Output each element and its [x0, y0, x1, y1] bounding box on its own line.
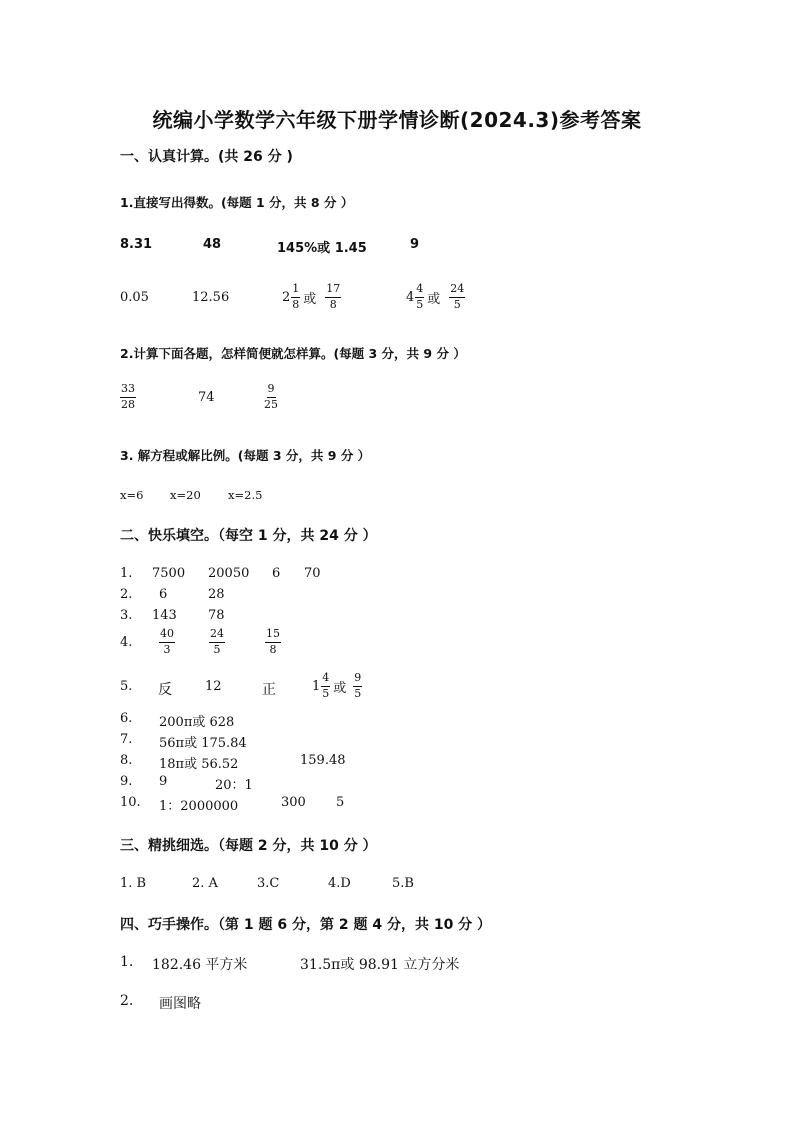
fill-line-2-number: 2.: [120, 587, 133, 602]
fill-line-10-number: 10.: [120, 795, 141, 810]
q3-answer-1: x=6: [120, 488, 144, 502]
fraction-numerator: 40: [159, 628, 175, 643]
q3-answer-3: x=2.5: [228, 488, 263, 502]
q1-answer-5: 0.05: [120, 290, 149, 305]
fill-line-4-number: 4.: [120, 635, 133, 650]
fill-line-8-number: 8.: [120, 753, 133, 768]
fraction-denominator: 5: [213, 642, 221, 656]
fill-line-9-answer-1: 9: [159, 774, 168, 789]
section2-heading: 二、快乐填空。（每空 1 分，共 24 分 ）: [120, 528, 377, 544]
q1-answer-4: 9: [410, 237, 420, 252]
page-title: 统编小学数学六年级下册学情诊断(2024.3)参考答案: [152, 108, 642, 132]
q2-label: 2.计算下面各题，怎样简便就怎样算。(每题 3 分，共 9 分 ）: [120, 346, 466, 361]
fraction-denominator: 5: [322, 686, 330, 700]
fraction-denominator: 8: [329, 297, 337, 311]
fraction-denominator: 8: [292, 297, 300, 311]
operation-answer-1: 182.46 平方米: [152, 957, 248, 973]
q3-label: 3. 解方程或解比例。(每题 3 分，共 9 分 ）: [120, 448, 371, 463]
operation-line-1-number: 1.: [120, 954, 134, 970]
choice-answer-2: 2. A: [192, 876, 218, 891]
q1-answer-3: 145%或 1.45: [277, 241, 367, 256]
fill-line-10-answer-1: 1：2000000: [159, 799, 239, 814]
mixed-whole: 4: [406, 289, 415, 305]
fill-line-3-number: 3.: [120, 608, 133, 623]
or-text: 或: [427, 291, 441, 307]
fill-line-4-answer-2: [209, 628, 225, 656]
q2-answer-3: [263, 383, 279, 411]
fill-line-3-answer-1: 143: [152, 608, 177, 623]
fill-line-8-answer-2: 159.48: [300, 753, 346, 768]
fill-line-5-number: 5.: [120, 679, 133, 694]
fill-line-1-answer-4: 70: [304, 566, 321, 581]
section3-heading: 三、精挑细选。（每题 2 分，共 10 分 ）: [120, 838, 377, 854]
fill-line-9-number: 9.: [120, 774, 133, 789]
fraction-numerator: 33: [120, 383, 136, 398]
fill-line-5-answer-1: 反: [158, 682, 172, 698]
fraction-numerator: 9: [353, 672, 362, 687]
fraction-numerator: 17: [325, 283, 341, 298]
q2-answer-1: [120, 383, 136, 411]
q1-answer-7: [282, 283, 341, 311]
fill-line-2-answer-2: 28: [208, 587, 225, 602]
mixed-fraction: [415, 283, 424, 311]
fill-line-1-answer-2: 20050: [208, 566, 250, 581]
choice-answer-5: 5.B: [392, 876, 414, 891]
q1-answer-8: [406, 283, 465, 311]
fill-line-8-answer-1: 18π或 56.52: [159, 757, 239, 772]
mixed-whole: 1: [312, 678, 321, 694]
fill-line-1-answer-3: 6: [272, 566, 281, 581]
mixed-fraction: [321, 672, 330, 700]
improper-fraction: [325, 283, 341, 311]
q1-answer-2: 48: [203, 237, 222, 252]
q2-answer-2: 74: [198, 390, 215, 405]
fill-line-5-answer-2: 12: [205, 679, 222, 694]
fill-line-5-answer-4: [312, 672, 362, 700]
fraction-denominator: 28: [121, 397, 135, 411]
fraction-denominator: 3: [163, 642, 171, 656]
fill-line-2-answer-1: 6: [159, 587, 168, 602]
choice-answer-4: 4.D: [328, 876, 351, 891]
operation-line-2-number: 2.: [120, 993, 134, 1009]
fraction-numerator: 24: [449, 283, 465, 298]
fill-line-1-number: 1.: [120, 566, 133, 581]
fraction-denominator: 25: [264, 397, 278, 411]
or-text: 或: [333, 680, 347, 696]
fill-line-6-answer: 200π或 628: [159, 715, 235, 730]
mixed-fraction: [291, 283, 300, 311]
improper-fraction: [449, 283, 465, 311]
choice-answer-1: 1. B: [120, 876, 147, 891]
fill-line-5-answer-3: 正: [262, 682, 276, 698]
fill-line-7-answer: 56π或 175.84: [159, 736, 247, 751]
fraction-numerator: 4: [415, 283, 424, 298]
fraction-numerator: 15: [265, 628, 281, 643]
fill-line-9-answer-2: 20：1: [215, 778, 253, 793]
q1-answer-6: 12.56: [192, 290, 230, 305]
q1-label: 1.直接写出得数。(每题 1 分，共 8 分 ）: [120, 195, 354, 210]
operation-answer-3: 画图略: [159, 996, 201, 1012]
q3-answer-2: x=20: [170, 488, 201, 502]
fraction-numerator: 4: [321, 672, 330, 687]
fraction-denominator: 8: [269, 642, 277, 656]
operation-answer-2: 31.5π或 98.91 立方分米: [300, 957, 460, 973]
section4-heading: 四、巧手操作。（第 1 题 6 分，第 2 题 4 分，共 10 分 ）: [120, 917, 492, 933]
fraction-denominator: 5: [416, 297, 424, 311]
fill-line-10-answer-2: 300: [281, 795, 306, 810]
fraction-denominator: 5: [354, 686, 362, 700]
q1-answer-1: 8.31: [120, 237, 153, 252]
mixed-whole: 2: [282, 289, 291, 305]
fraction-numerator: 24: [209, 628, 225, 643]
or-text: 或: [303, 291, 317, 307]
fill-line-3-answer-2: 78: [208, 608, 225, 623]
section1-heading: 一、认真计算。(共 26 分 ): [120, 149, 293, 165]
fraction-numerator: 1: [291, 283, 300, 298]
fill-line-7-number: 7.: [120, 732, 133, 747]
improper-fraction: [353, 672, 362, 700]
fill-line-4-answer-3: [265, 628, 281, 656]
fill-line-6-number: 6.: [120, 711, 133, 726]
fraction-denominator: 5: [453, 297, 461, 311]
fill-line-1-answer-1: 7500: [152, 566, 186, 581]
fill-line-10-answer-3: 5: [336, 795, 345, 810]
fill-line-4-answer-1: [159, 628, 175, 656]
fraction-numerator: 9: [267, 383, 276, 398]
choice-answer-3: 3.C: [257, 876, 280, 891]
